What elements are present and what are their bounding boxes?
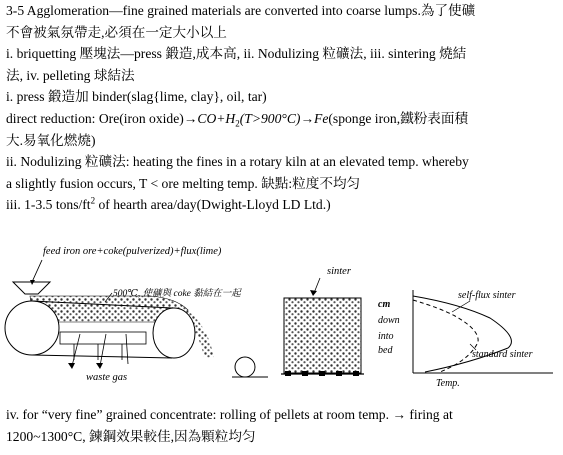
arrow-1: → [183,110,198,126]
paragraph-line-6 [6,108,560,130]
paragraph-line-11: iv. for “very fine” grained concentrate: rolling of pellets at room temp. → firing at [6,407,453,422]
sponge-iron-note: (sponge iron,鐵粉表面積 [328,110,469,126]
arrow-2: → [300,110,315,126]
sinter-label: sinter [327,266,351,277]
sintering-diagram [0,238,563,398]
paragraph-line-12: 1200~1300°C, 鍊鋼效果較佳,因為顆粒均匀 [6,428,256,444]
paragraph-line-5: i. press 鍛造加 binder(slag{lime, clay}, oil, tar) [6,89,267,105]
standard-label: standard sinter [472,349,533,360]
feed-arrow [32,260,42,282]
self-flux-label: self-flux sinter [458,290,516,301]
paragraph-line-2: 不會被氣氛帶走,必須在一定大小以上 [6,24,227,40]
body-text [6,0,560,216]
temp-axis-label: Temp. [436,378,460,389]
tons-rate: iii. 1-3.5 tons/ft [6,197,91,213]
feed-hopper [13,282,50,294]
cooling-drum [235,357,255,377]
into-label: into [378,331,394,342]
ft2-superscript: 2 [90,195,96,206]
feed-label: feed iron ore+coke(pulverized)+flux(lime) [43,246,222,257]
h2-subscript: 2 [235,118,240,129]
cm-label: cm [378,299,391,310]
paragraph-line-7: 大.易氧化燃燒) [6,132,96,148]
waste-gas-label: waste gas [86,372,128,383]
temp-label: 500℃, 使礦與 coke 黏結在一起 [113,289,241,299]
strand-drum-right [153,308,195,358]
paragraph-line-10 [6,194,560,216]
direct-reduction-prefix: direct reduction: Ore(iron oxide) [6,110,184,126]
iron-product: Fe [314,110,329,126]
paragraph-line-3: i. briquetting 壓塊法—press 鍛造,成本高, ii. Nodulizing 粒礦法, iii. sintering 燒結 [6,46,467,62]
wind-box [60,332,146,344]
footer-text [6,404,560,447]
paragraph-line-1: 3-5 Agglomeration—fine grained materials are converted into coarse lumps.為了使礦 [6,3,476,18]
paragraph-line-9: a slightly fusion occurs, T < ore melting temp. 缺點:粒度不均匀 [6,175,361,191]
down-label: down [378,315,400,326]
paragraph-line-8: ii. Nodulizing 粒礦法: heating the fines in a rotary kiln at an elevated temp. whereby [6,154,469,170]
temperature-condition: (T>900°C) [239,110,301,126]
paragraph-line-4: 法, iv. pelleting 球結法 [6,67,135,83]
bed-label: bed [378,345,393,356]
reducing-gas: CO+H [197,110,236,126]
strand-drum-left [5,301,59,355]
hearth-area-text: of hearth area/day(Dwight-Lloyd LD Ltd.) [95,197,331,213]
sinter-bed [284,298,361,373]
